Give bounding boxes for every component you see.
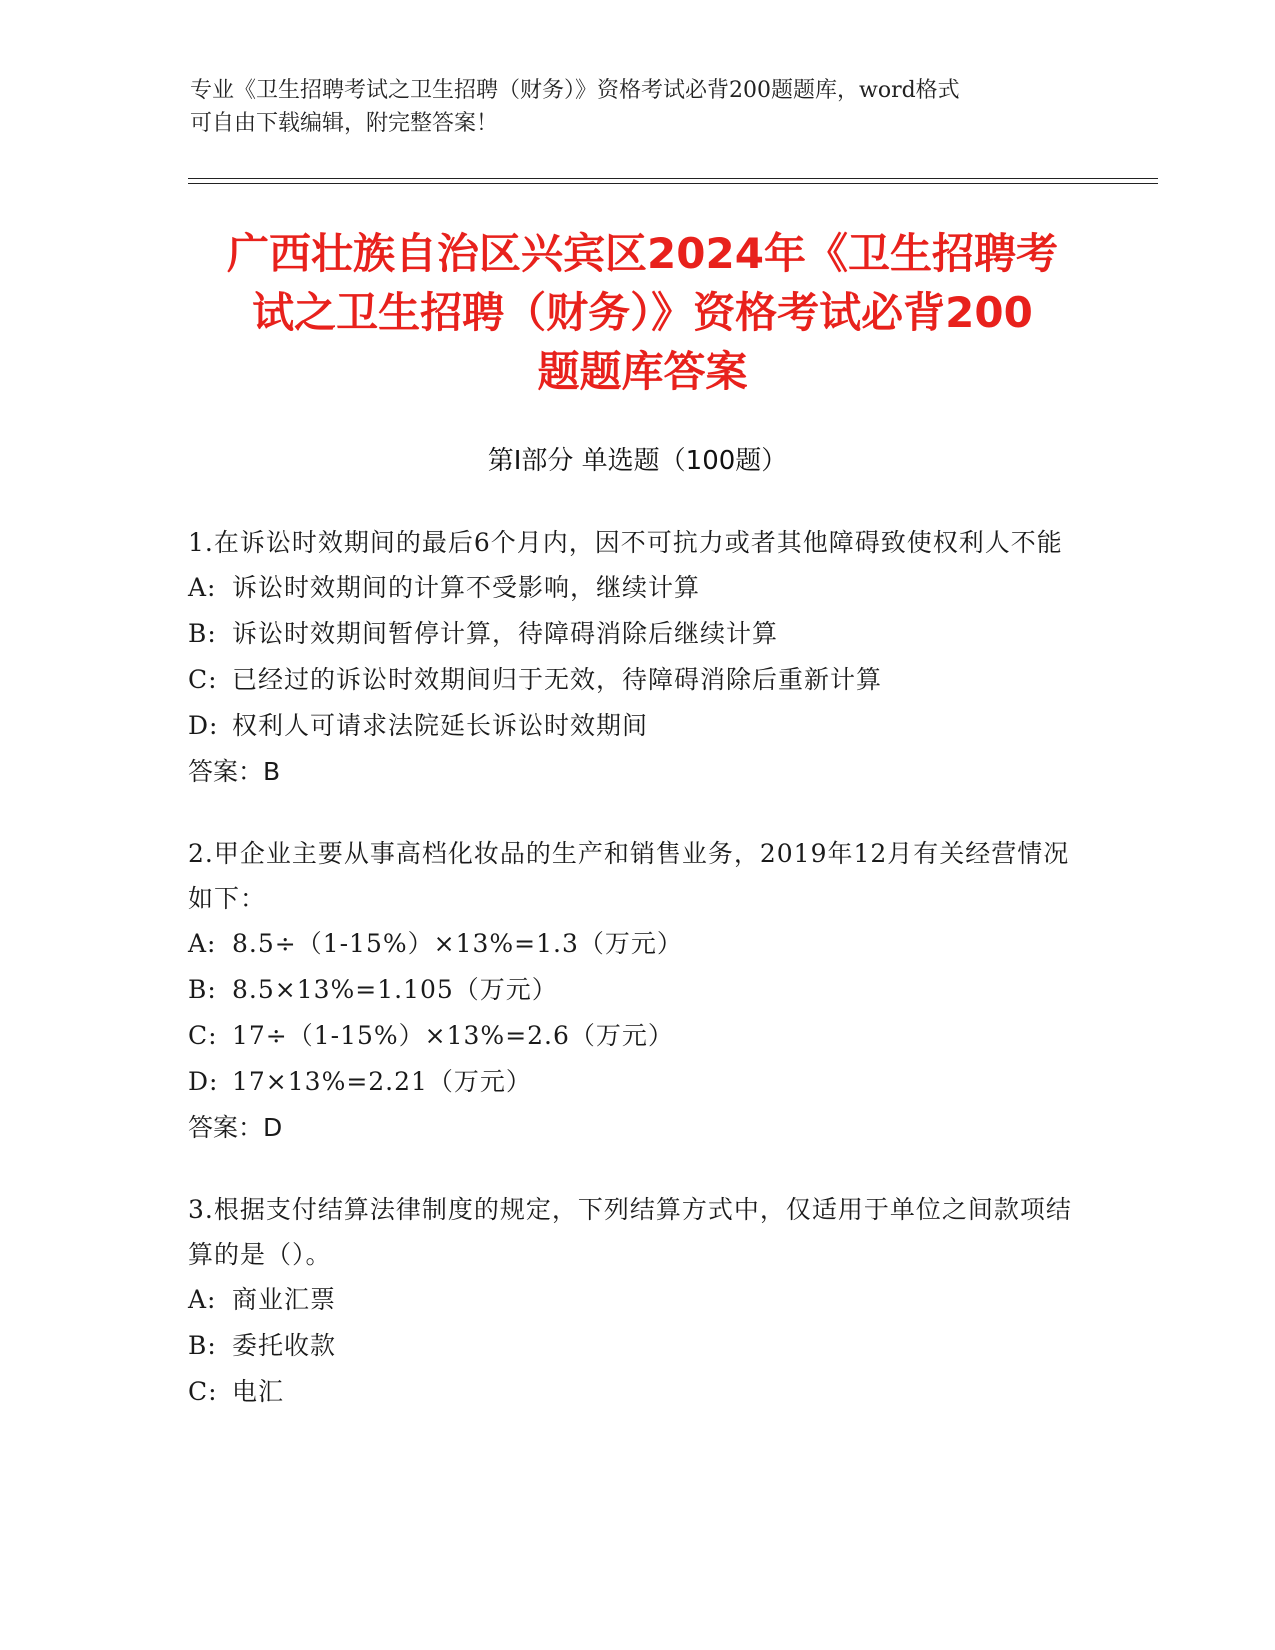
question-text: 2.甲企业主要从事高档化妆品的生产和销售业务，2019年12月有关经营情况如下： [188, 839, 1070, 913]
option-letter: B: [188, 619, 217, 648]
header-note [190, 74, 1090, 140]
option-text: 诉讼时效期间的计算不受影响，继续计算 [232, 573, 701, 602]
header-note-line-2: 可自由下载编辑，附完整答案！ [190, 111, 499, 136]
question-text: 1.在诉讼时效期间的最后6个月内，因不可抗力或者其他障碍致使权利人不能 [188, 528, 1063, 557]
option-letter: C: [188, 1021, 218, 1050]
header-divider [188, 178, 1158, 179]
option-c [188, 1013, 1088, 1059]
document-title-line-2: 试之卫生招聘（财务）》资格考试必背200 [252, 288, 1033, 337]
header-note-line-1: 专业《卫生招聘考试之卫生招聘（财务）》资格考试必背200题题库，word格式 [190, 78, 960, 103]
option-letter: A: [188, 573, 217, 602]
option-text: 委托收款 [232, 1331, 337, 1360]
option-letter: B: [188, 1331, 217, 1360]
option-letter: C: [188, 665, 218, 694]
option-b [188, 1323, 1088, 1369]
header-divider-double [188, 183, 1158, 184]
option-letter: B: [188, 975, 217, 1004]
option-text: 诉讼时效期间暂停计算，待障碍消除后继续计算 [232, 619, 779, 648]
option-text: 17×13%=2.21（万元） [232, 1067, 532, 1096]
question-list [188, 520, 1088, 1451]
option-text: 商业汇票 [232, 1285, 337, 1314]
option-letter: D: [188, 1067, 219, 1096]
option-c [188, 657, 1088, 703]
option-a [188, 921, 1088, 967]
option-text: 权利人可请求法院延长诉讼时效期间 [232, 711, 649, 740]
option-letter: D: [188, 711, 219, 740]
option-letter: C: [188, 1377, 218, 1406]
option-text: 已经过的诉讼时效期间归于无效，待障碍消除后重新计算 [232, 665, 883, 694]
option-d [188, 703, 1088, 749]
answer-label: 答案：B [188, 757, 281, 786]
question-1 [188, 520, 1088, 795]
question-text: 3.根据支付结算法律制度的规定，下列结算方式中，仅适用于单位之间款项结算的是（）。 [188, 1195, 1072, 1269]
document-title-line-3: 题题库答案 [537, 347, 748, 396]
option-b [188, 967, 1088, 1013]
option-a [188, 565, 1088, 611]
document-title-line-1: 广西壮族自治区兴宾区2024年《卫生招聘考 [227, 229, 1058, 278]
option-a [188, 1277, 1088, 1323]
document-title [150, 224, 1135, 401]
answer-label: 答案：D [188, 1113, 283, 1142]
option-letter: A: [188, 929, 217, 958]
option-text: 8.5÷（1-15%）×13%=1.3（万元） [232, 929, 683, 958]
option-text: 电汇 [232, 1377, 285, 1406]
option-text: 17÷（1-15%）×13%=2.6（万元） [232, 1021, 674, 1050]
option-b [188, 611, 1088, 657]
section-title: 第Ⅰ部分 单选题（100题） [487, 446, 788, 476]
question-3 [188, 1187, 1088, 1415]
option-text: 8.5×13%=1.105（万元） [232, 975, 558, 1004]
question-2 [188, 831, 1088, 1151]
option-c [188, 1369, 1088, 1415]
option-d [188, 1059, 1088, 1105]
option-letter: A: [188, 1285, 217, 1314]
